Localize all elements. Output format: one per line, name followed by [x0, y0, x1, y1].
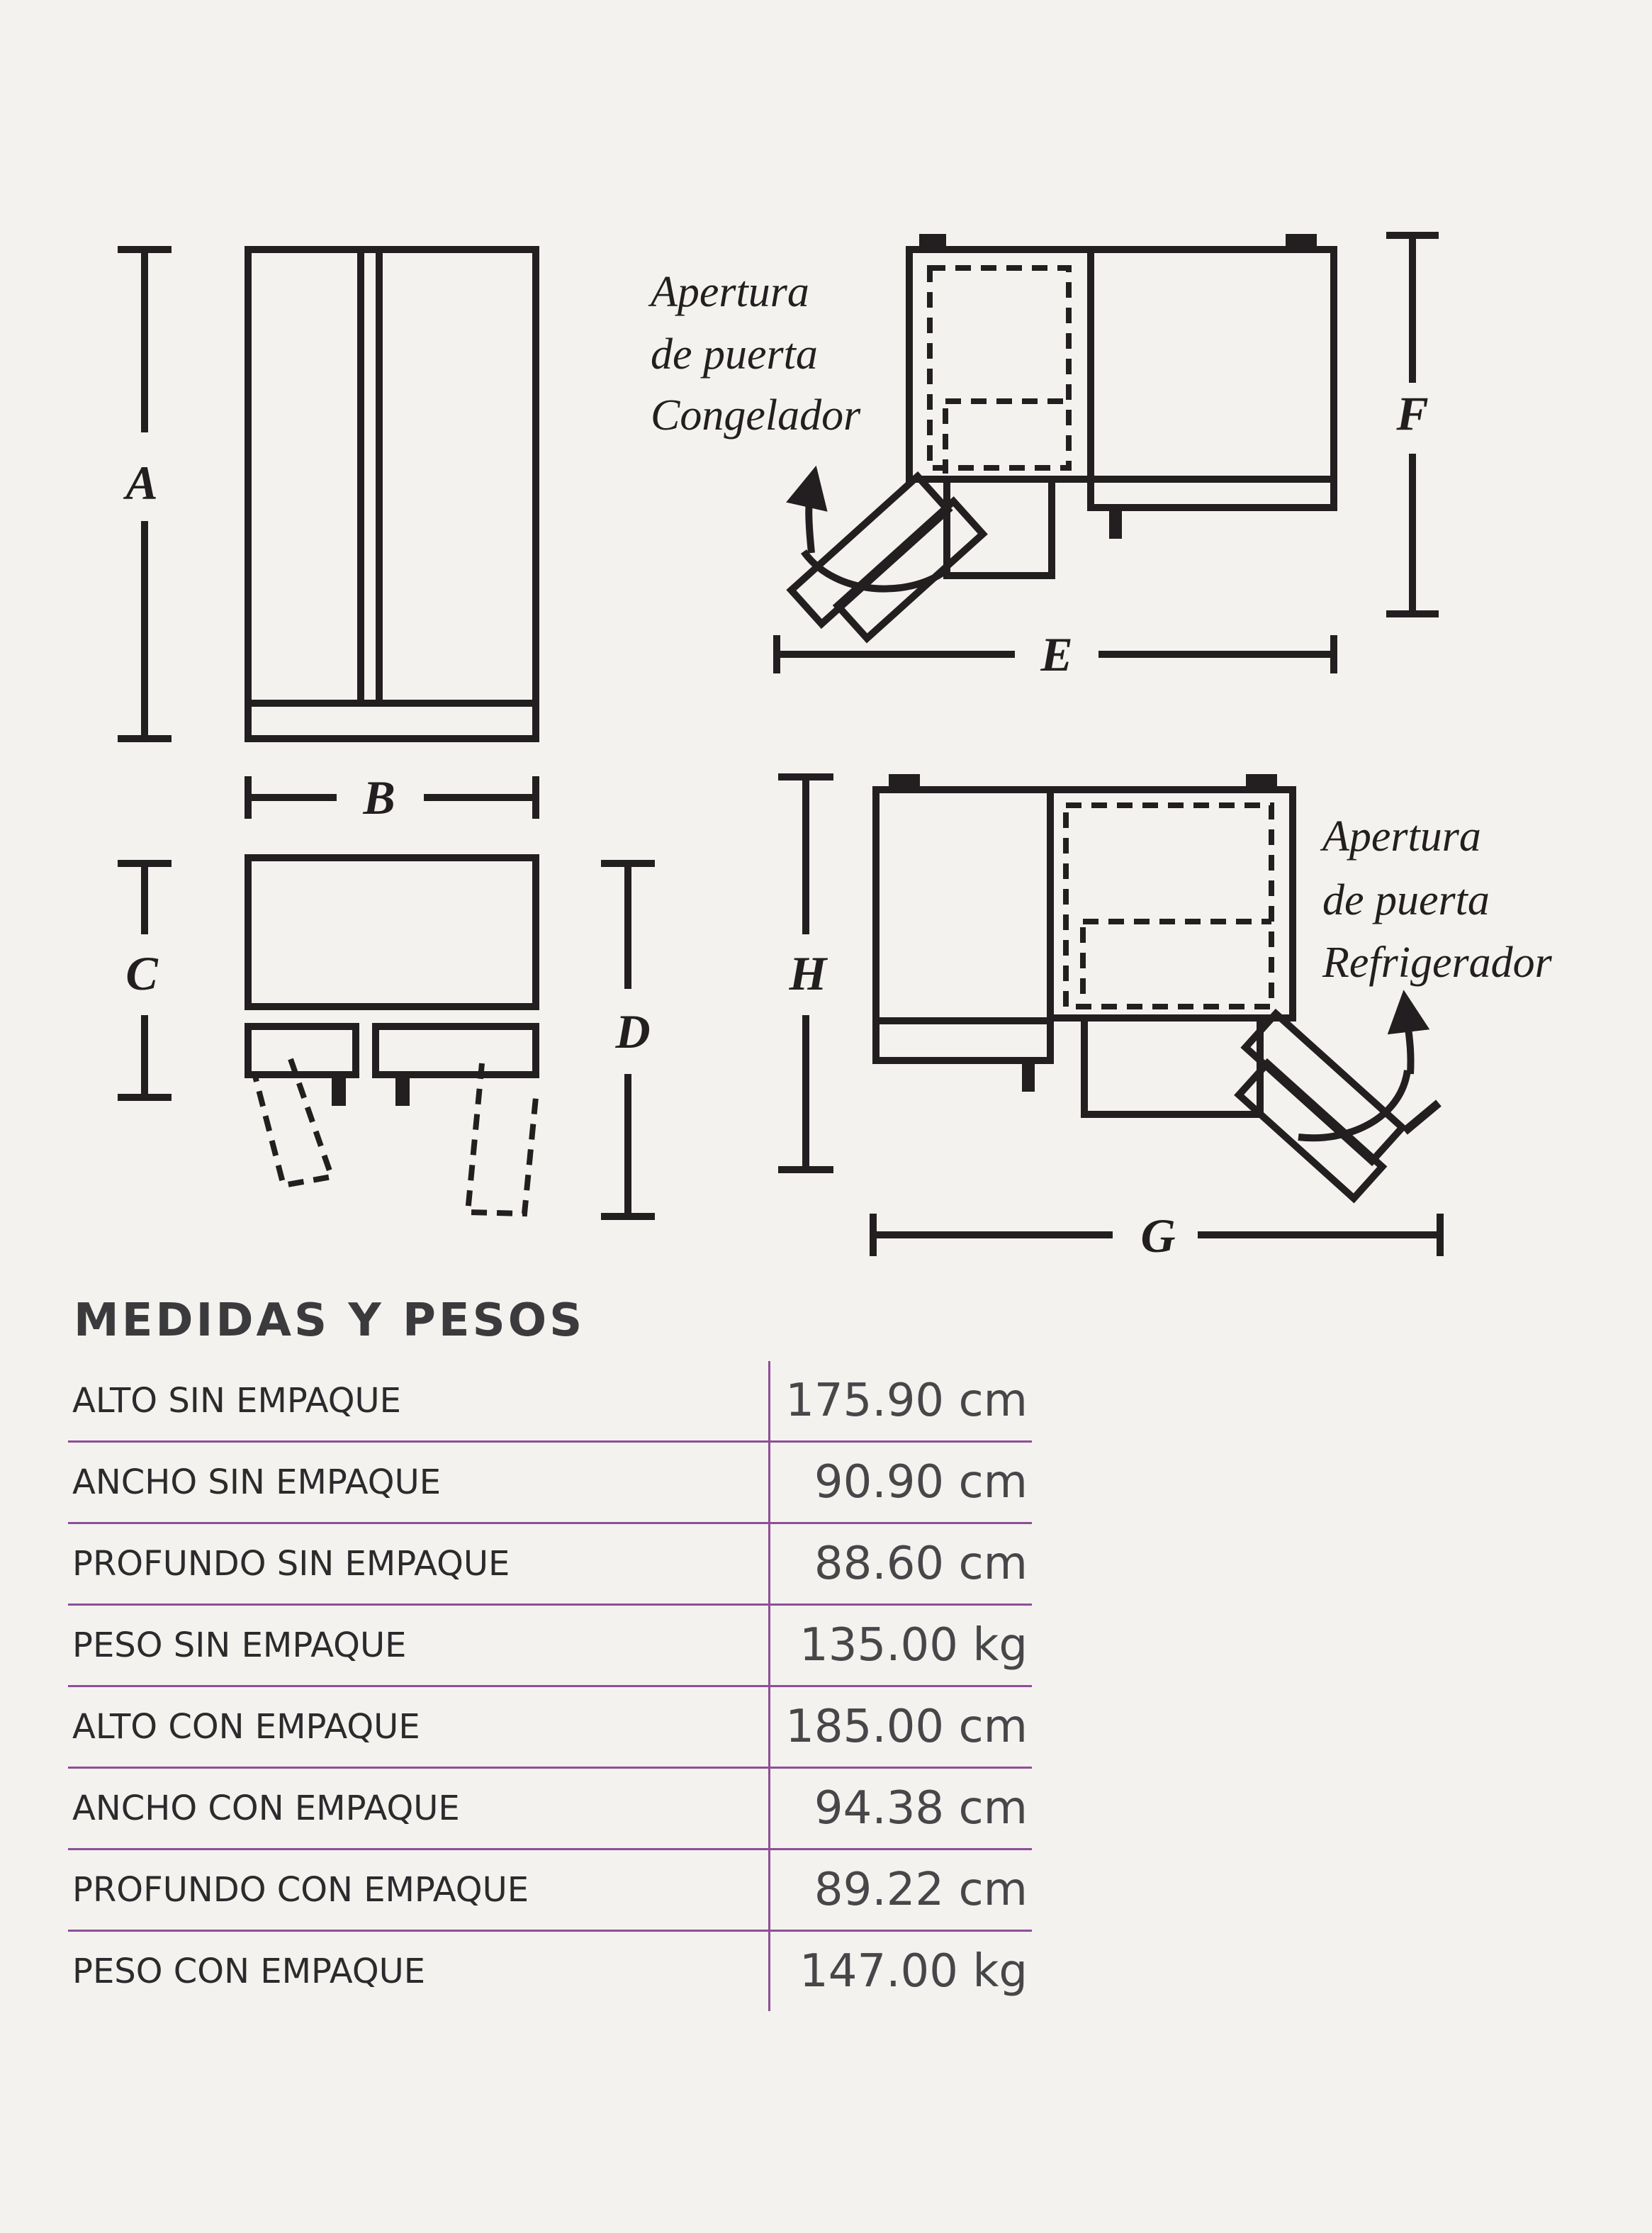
- freezer-door-note: [648, 268, 861, 440]
- fridge-note-line-1: Apertura: [1322, 812, 1481, 861]
- top-view: [248, 858, 536, 1214]
- spec-label: PESO SIN EMPAQUE: [68, 1605, 770, 1686]
- spec-value: 175.90 cm: [770, 1361, 1033, 1442]
- label-f: F: [1396, 386, 1429, 440]
- freezer-note-line-1: Apertura: [651, 268, 809, 316]
- spec-value: 147.00 kg: [799, 1945, 1028, 1998]
- spec-label: PROFUNDO SIN EMPAQUE: [68, 1523, 770, 1605]
- spec-label: PESO CON EMPAQUE: [68, 1931, 770, 2012]
- label-c: C: [125, 946, 158, 1000]
- table-row: [68, 1523, 1032, 1605]
- spec-label: ANCHO SIN EMPAQUE: [68, 1442, 770, 1523]
- spec-label: ANCHO CON EMPAQUE: [68, 1768, 770, 1849]
- freezer-open-view: [791, 234, 1334, 654]
- freezer-note-line-2: de puerta: [651, 330, 818, 379]
- spec-value: 94.38 cm: [770, 1768, 1033, 1849]
- label-g: G: [1140, 1209, 1176, 1263]
- table-row: [68, 1931, 1032, 2012]
- spec-value: 89.22 cm: [770, 1849, 1033, 1931]
- table-row: [68, 1686, 1032, 1768]
- specs-table: [68, 1361, 1032, 2011]
- table-row: [68, 1768, 1032, 1849]
- fridge-note-line-2: de puerta: [1322, 876, 1490, 924]
- label-a: A: [125, 456, 158, 510]
- measures-and-weights-section: [68, 1294, 1032, 2011]
- table-row: [68, 1442, 1032, 1523]
- table-row: [68, 1361, 1032, 1442]
- spec-value: 90.90 cm: [770, 1442, 1033, 1523]
- table-row: [68, 1849, 1032, 1931]
- spec-label: ALTO SIN EMPAQUE: [68, 1361, 770, 1442]
- spec-value: 88.60 cm: [770, 1523, 1033, 1605]
- specs-title: MEDIDAS Y PESOS: [74, 1294, 585, 1347]
- spec-value: 135.00 kg: [770, 1605, 1033, 1686]
- fridge-note-line-3: Refrigerador: [1322, 939, 1552, 987]
- label-h: H: [789, 946, 827, 1000]
- fridge-door-note: [1320, 812, 1553, 987]
- label-b: B: [363, 771, 395, 824]
- spec-label: PROFUNDO CON EMPAQUE: [68, 1849, 770, 1931]
- freezer-note-line-3: Congelador: [651, 391, 861, 440]
- label-d: D: [615, 1004, 651, 1058]
- spec-value: 185.00 cm: [770, 1686, 1033, 1768]
- label-e: E: [1040, 627, 1073, 681]
- table-row: [68, 1605, 1032, 1686]
- spec-label: ALTO CON EMPAQUE: [68, 1686, 770, 1768]
- front-view: [248, 250, 536, 739]
